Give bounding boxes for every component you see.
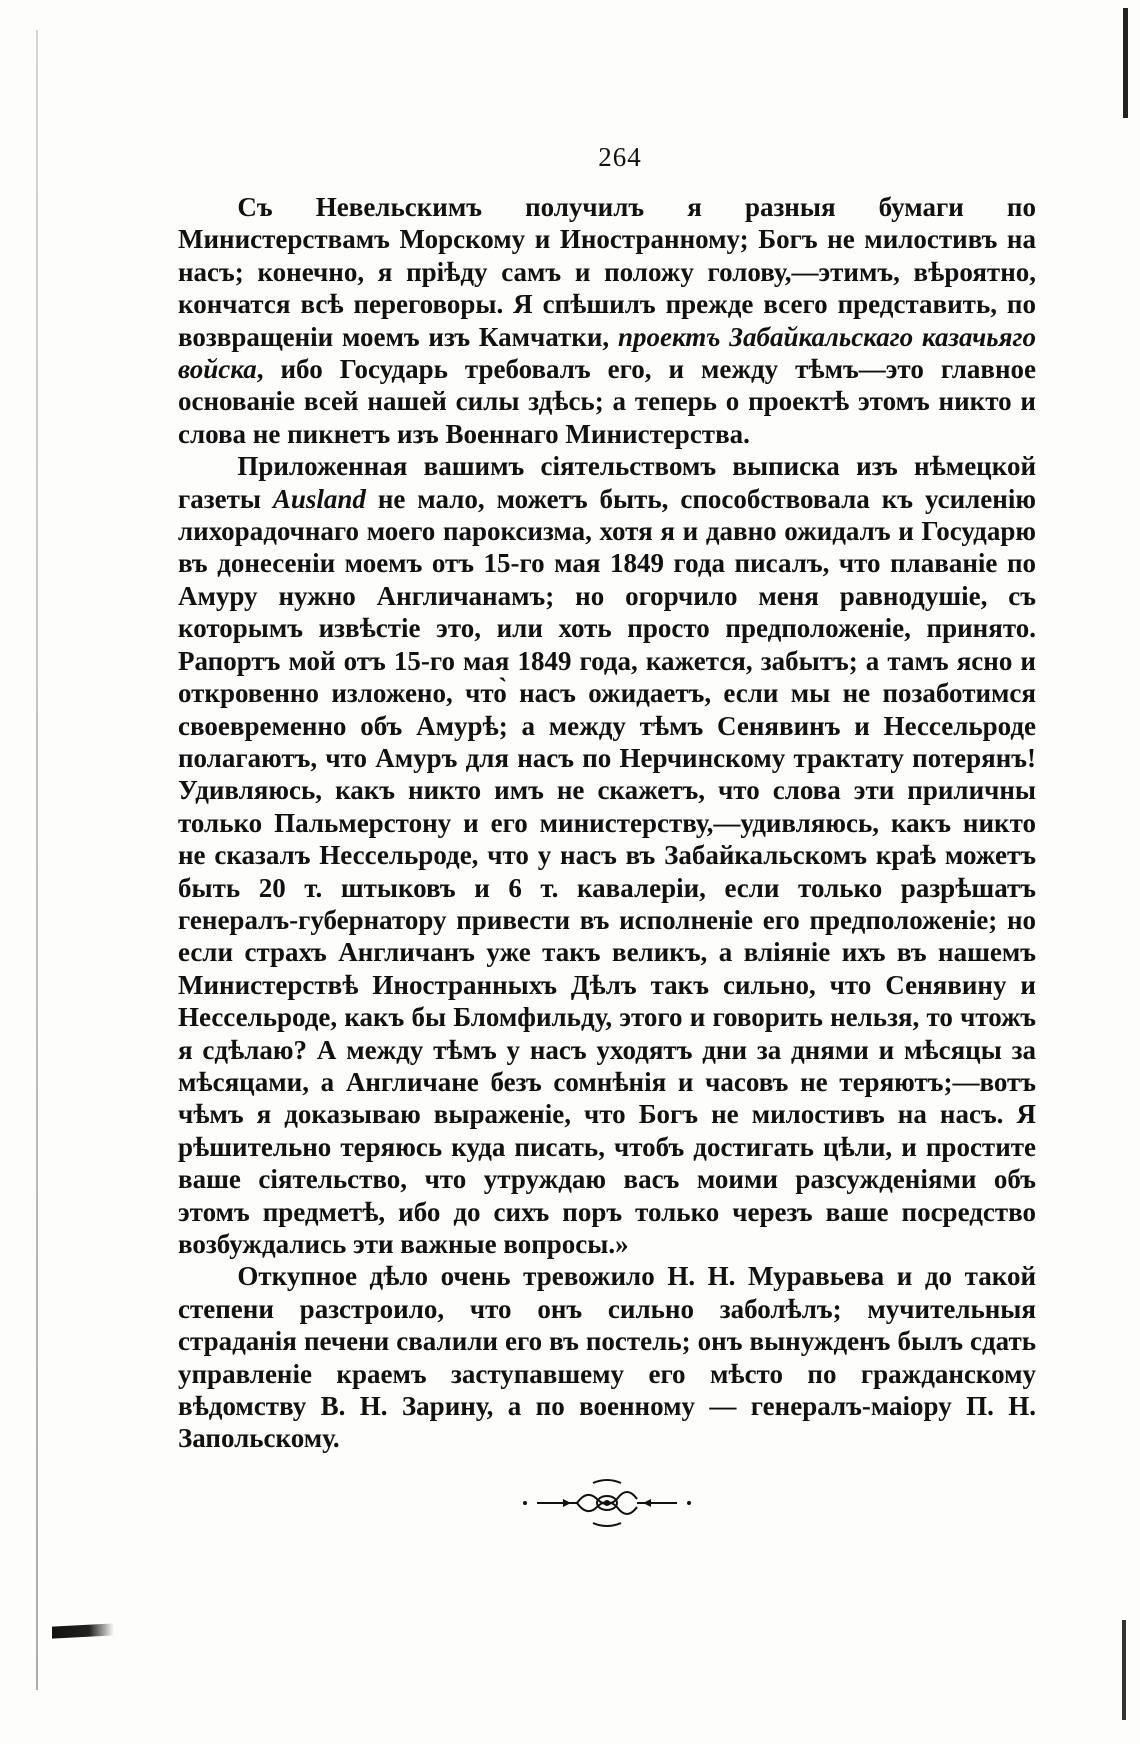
paragraph-1-italic: проектъ Забайкальскаго казачьяго войска — [178, 321, 1037, 385]
paragraph-2 — [178, 450, 1036, 1260]
paragraph-2-italic: Ausland — [272, 483, 366, 514]
page-number: 264 — [598, 142, 642, 172]
scan-edge-right-bottom — [1122, 1620, 1126, 1720]
paragraph-2-text-a: Приложенная вашимъ сiятельствомъ выписка изъ нѣмецкой газеты — [178, 451, 1036, 514]
scan-ink-smudge — [52, 1623, 114, 1638]
book-page — [178, 142, 1036, 1533]
paragraph-3 — [178, 1260, 1036, 1454]
scan-edge-left — [36, 30, 38, 1690]
paragraph-1-text-b: , ибо Государь требовалъ его, и между тѣмъ—это главное основанiе всей нашей силы здѣсь; а теперь о проектѣ этомъ никто и слова не пикнетъ изъ Военнаго Министерства. — [178, 354, 1036, 449]
paragraph-1-text-a: Съ Невельскимъ получилъ я разныя бумаги по Министерствамъ Морскому и Иностранному; Богъ не милостивъ на насъ; конечно, я прiѣду самъ и положу голову,—этимъ, вѣроятно, кончатся всѣ переговоры. Я спѣшилъ прежде всего представить, по возвращенiи моемъ изъ Камчатки, — [178, 192, 1036, 352]
floral-tailpiece-icon — [178, 1473, 1036, 1533]
paragraph-3-text: Откупное дѣло очень тревожило Н. Н. Муравьева и до такой степени разстроило, что онъ сильно заболѣлъ; мучительныя страданiя печени свалили его въ постель; онъ вынужденъ былъ сдать управленiе краемъ заступавшему его мѣсто по гражданскому вѣдомству В. Н. Зарину, а по военному — генералъ-маiору П. Н. Запольскому. — [178, 1261, 1036, 1454]
paragraph-1 — [178, 191, 1036, 450]
paragraph-2-text-b: не мало, можетъ быть, способствовала къ усиленiю лихорадочнаго моего пароксизма, хотя я и давно ожидалъ и Государю въ донесенiи моемъ отъ 15-го мая 1849 года писалъ, что плаванiе по Амуру нужно Англичанамъ; но огорчило меня равнодушiе, съ которымъ извѣстiе это, или хоть просто предположенiе, принято. Рапортъ мой отъ 15-го мая 1849 года, кажется, забытъ; а тамъ ясно и откровенно изложено, что̀ насъ ожидаетъ, если мы не позаботимся своевременно объ Амурѣ; а между тѣмъ Сенявинъ и Нессельроде полагаютъ, что Амуръ для насъ по Нерчинскому трактату потерянъ! Удивляюсь, какъ никто имъ не скажетъ, что слова эти приличны только Пальмерстону и его министерству,—удивляюсь, какъ никто не сказалъ Нессельроде, что у насъ въ Забайкальскомъ краѣ можетъ быть 20 т. штыковъ и 6 т. кавалерiи, если только разрѣшатъ генералъ-губернатору привести въ исполненiе его предположенiе; но если страхъ Англичанъ уже такъ великъ, а влiянiе ихъ въ нашемъ Министерствѣ Иностранныхъ Дѣлъ такъ сильно, что Сенявину и Нессельроде, какъ бы Бломфильду, этого и говорить нельзя, то чтожъ я сдѣлаю? А между тѣмъ у насъ уходятъ дни за днями и мѣсяцы за мѣсяцами, а Англичане безъ сомнѣнiя и часовъ не теряютъ;—вотъ чѣмъ я доказываю выраженiе, что Богъ не милостивъ на насъ. Я рѣшительно теряюсь куда писать, чтобъ достигать цѣли, и простите ваше сiятельство, что утруждаю васъ моими разсужденiями объ этомъ предметѣ, ибо до сихъ поръ только черезъ ваше посредство возбуждались эти важные вопросы.» — [178, 483, 1036, 1259]
scan-edge-right-top — [1123, 8, 1128, 118]
